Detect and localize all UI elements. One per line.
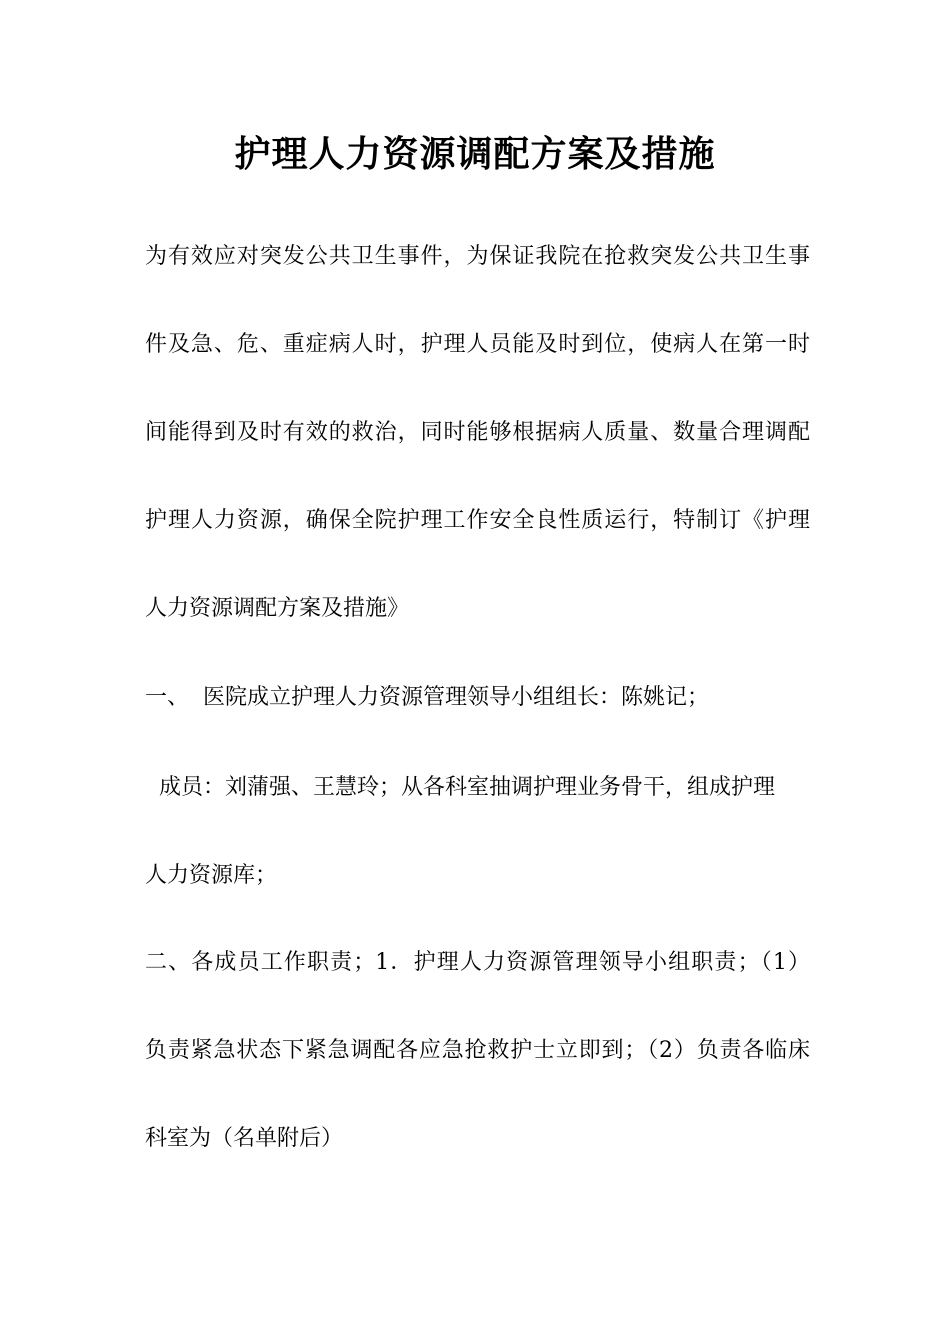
paragraph-line: 人力资源调配方案及措施》	[145, 596, 410, 621]
section-heading-1: 一、 医院成立护理人力资源管理领导小组组长：陈姚记；	[145, 685, 709, 710]
paragraph-line: 负责紧急状态下紧急调配各应急抢救护士立即到；（2）负责各临床	[145, 1038, 810, 1063]
paragraph-line: 成员：刘蒲强、王慧玲；从各科室抽调护理业务骨干，组成护理	[145, 775, 775, 800]
paragraph-line: 为有效应对突发公共卫生事件，为保证我院在抢救突发公共卫生事	[145, 244, 810, 269]
paragraph-line: 护理人力资源，确保全院护理工作安全良性质运行，特制订《护理	[145, 508, 810, 533]
paragraph-line: 间能得到及时有效的救治，同时能够根据病人质量、数量合理调配	[145, 420, 810, 445]
paragraph-line: 人力资源库；	[145, 863, 278, 888]
section-heading-2: 二、各成员工作职责；1．护理人力资源管理领导小组职责；（1）	[145, 950, 810, 975]
paragraph-line: 件及急、危、重症病人时，护理人员能及时到位，使病人在第一时	[145, 332, 810, 357]
document-title: 护理人力资源调配方案及措施	[234, 133, 716, 175]
paragraph-line: 科室为（名单附后）	[145, 1126, 344, 1151]
